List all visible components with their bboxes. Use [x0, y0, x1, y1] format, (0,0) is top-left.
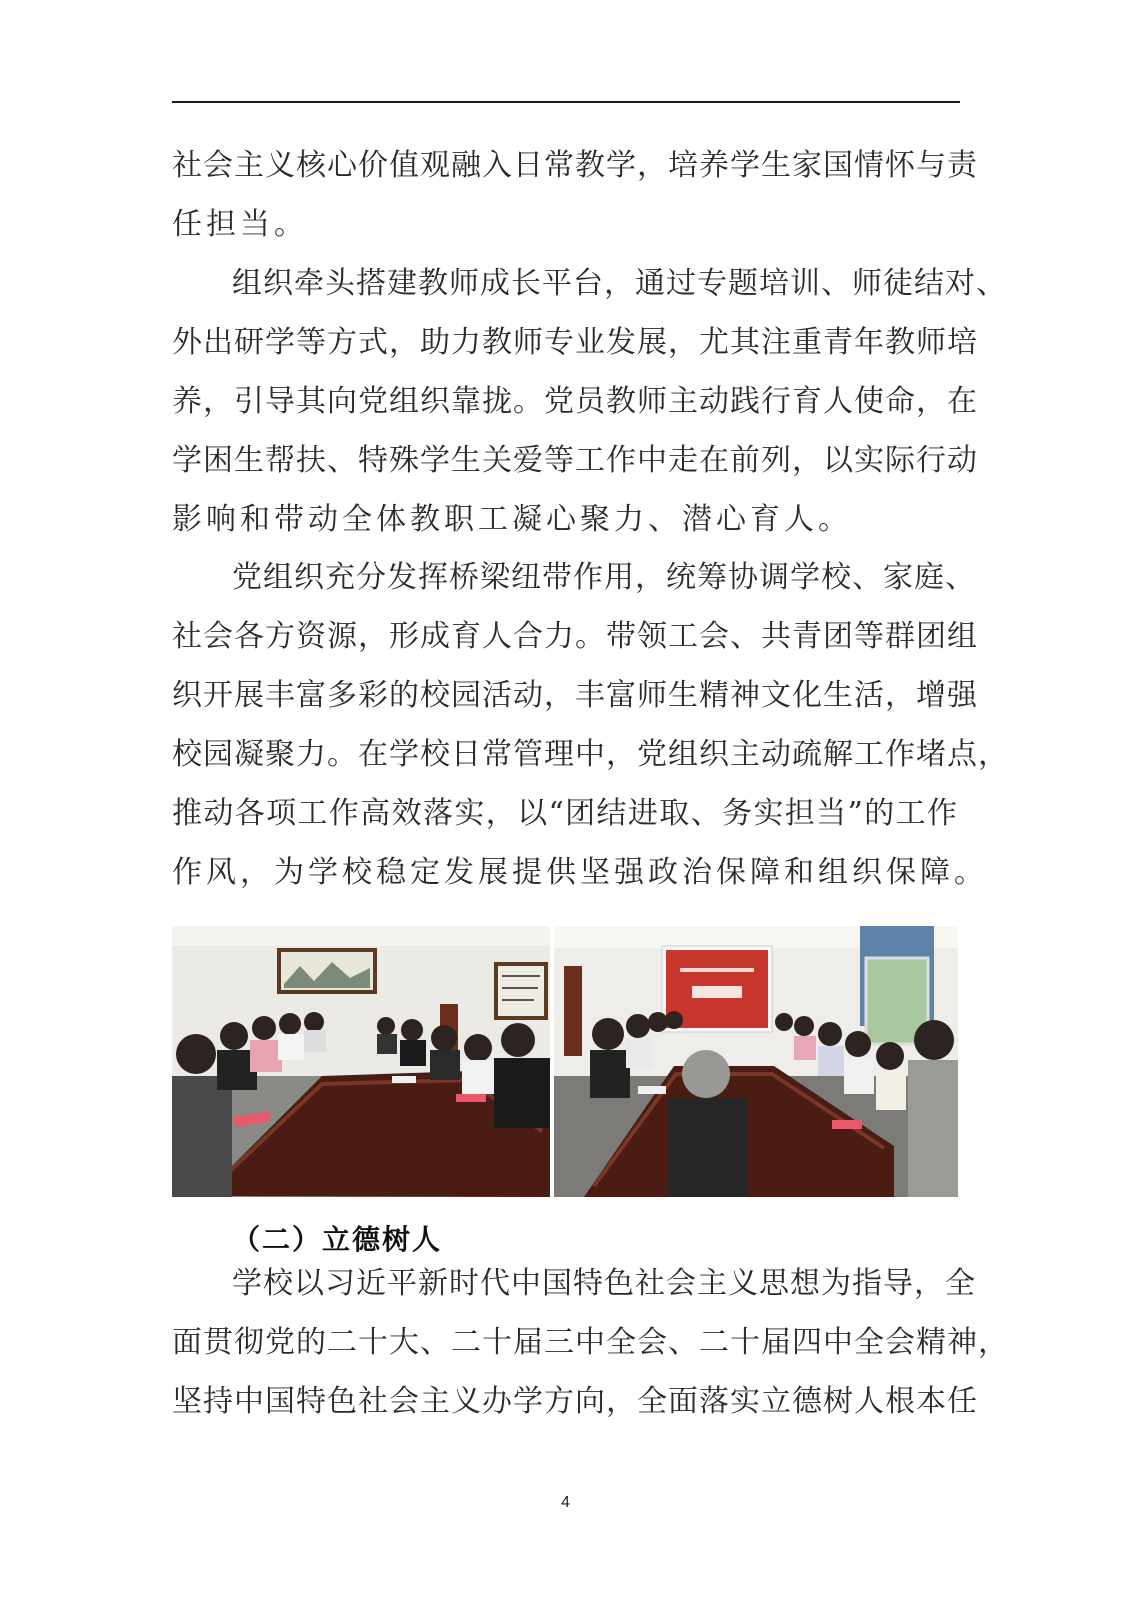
paragraph-4	[172, 1264, 1009, 1422]
meeting-photo-left	[172, 926, 550, 1197]
paragraph-line: 社会各方资源，形成育人合力。带领工会、共青团等群团组	[172, 619, 978, 654]
paragraph-line: 学困生帮扶、特殊学生关爱等工作中走在前列，以实际行动	[172, 443, 978, 478]
paragraph-line: 织开展丰富多彩的校园活动，丰富师生精神文化生活，增强	[172, 678, 978, 713]
paragraph-1	[172, 146, 978, 245]
paragraph-line: 作风，为学校稳定发展提供坚强政治保障和组织保障。	[172, 855, 988, 890]
paragraph-line: 学校以习近平新时代中国特色社会主义思想为指导，全	[232, 1266, 976, 1301]
paragraph-line: 面贯彻党的二十大、二十届三中全会、二十届四中全会精神，	[172, 1325, 1009, 1360]
paragraph-line: 党组织充分发挥桥梁纽带作用，统筹协调学校、家庭、	[232, 560, 976, 595]
paragraph-line: 校园凝聚力。在学校日常管理中，党组织主动疏解工作堵点，	[172, 737, 1009, 772]
paragraph-line: 任担当。	[172, 207, 308, 242]
paragraph-3	[172, 558, 1009, 893]
paragraph-line: 坚持中国特色社会主义办学方向，全面落实立德树人根本任	[172, 1384, 978, 1419]
paragraph-line: 组织牵头搭建教师成长平台，通过专题培训、师徒结对、	[232, 266, 1007, 301]
paragraph-line: 社会主义核心价值观融入日常教学，培养学生家国情怀与责	[172, 148, 978, 183]
paragraph-line: 外出研学等方式，助力教师专业发展，尤其注重青年教师培	[172, 325, 978, 360]
photo-strip	[172, 926, 958, 1197]
page-number: 4	[561, 1494, 570, 1511]
meeting-photo-right	[554, 926, 958, 1197]
paragraph-2	[172, 264, 1007, 540]
paragraph-line: 养，引导其向党组织靠拢。党员教师主动践行育人使命，在	[172, 384, 978, 419]
paragraph-line: 影响和带动全体教职工凝心聚力、潜心育人。	[172, 502, 852, 537]
header-rule	[172, 101, 960, 103]
paragraph-line: 推动各项工作高效落实，以“团结进取、务实担当”的工作	[172, 796, 958, 831]
section-heading: （二）立德树人	[232, 1223, 443, 1256]
